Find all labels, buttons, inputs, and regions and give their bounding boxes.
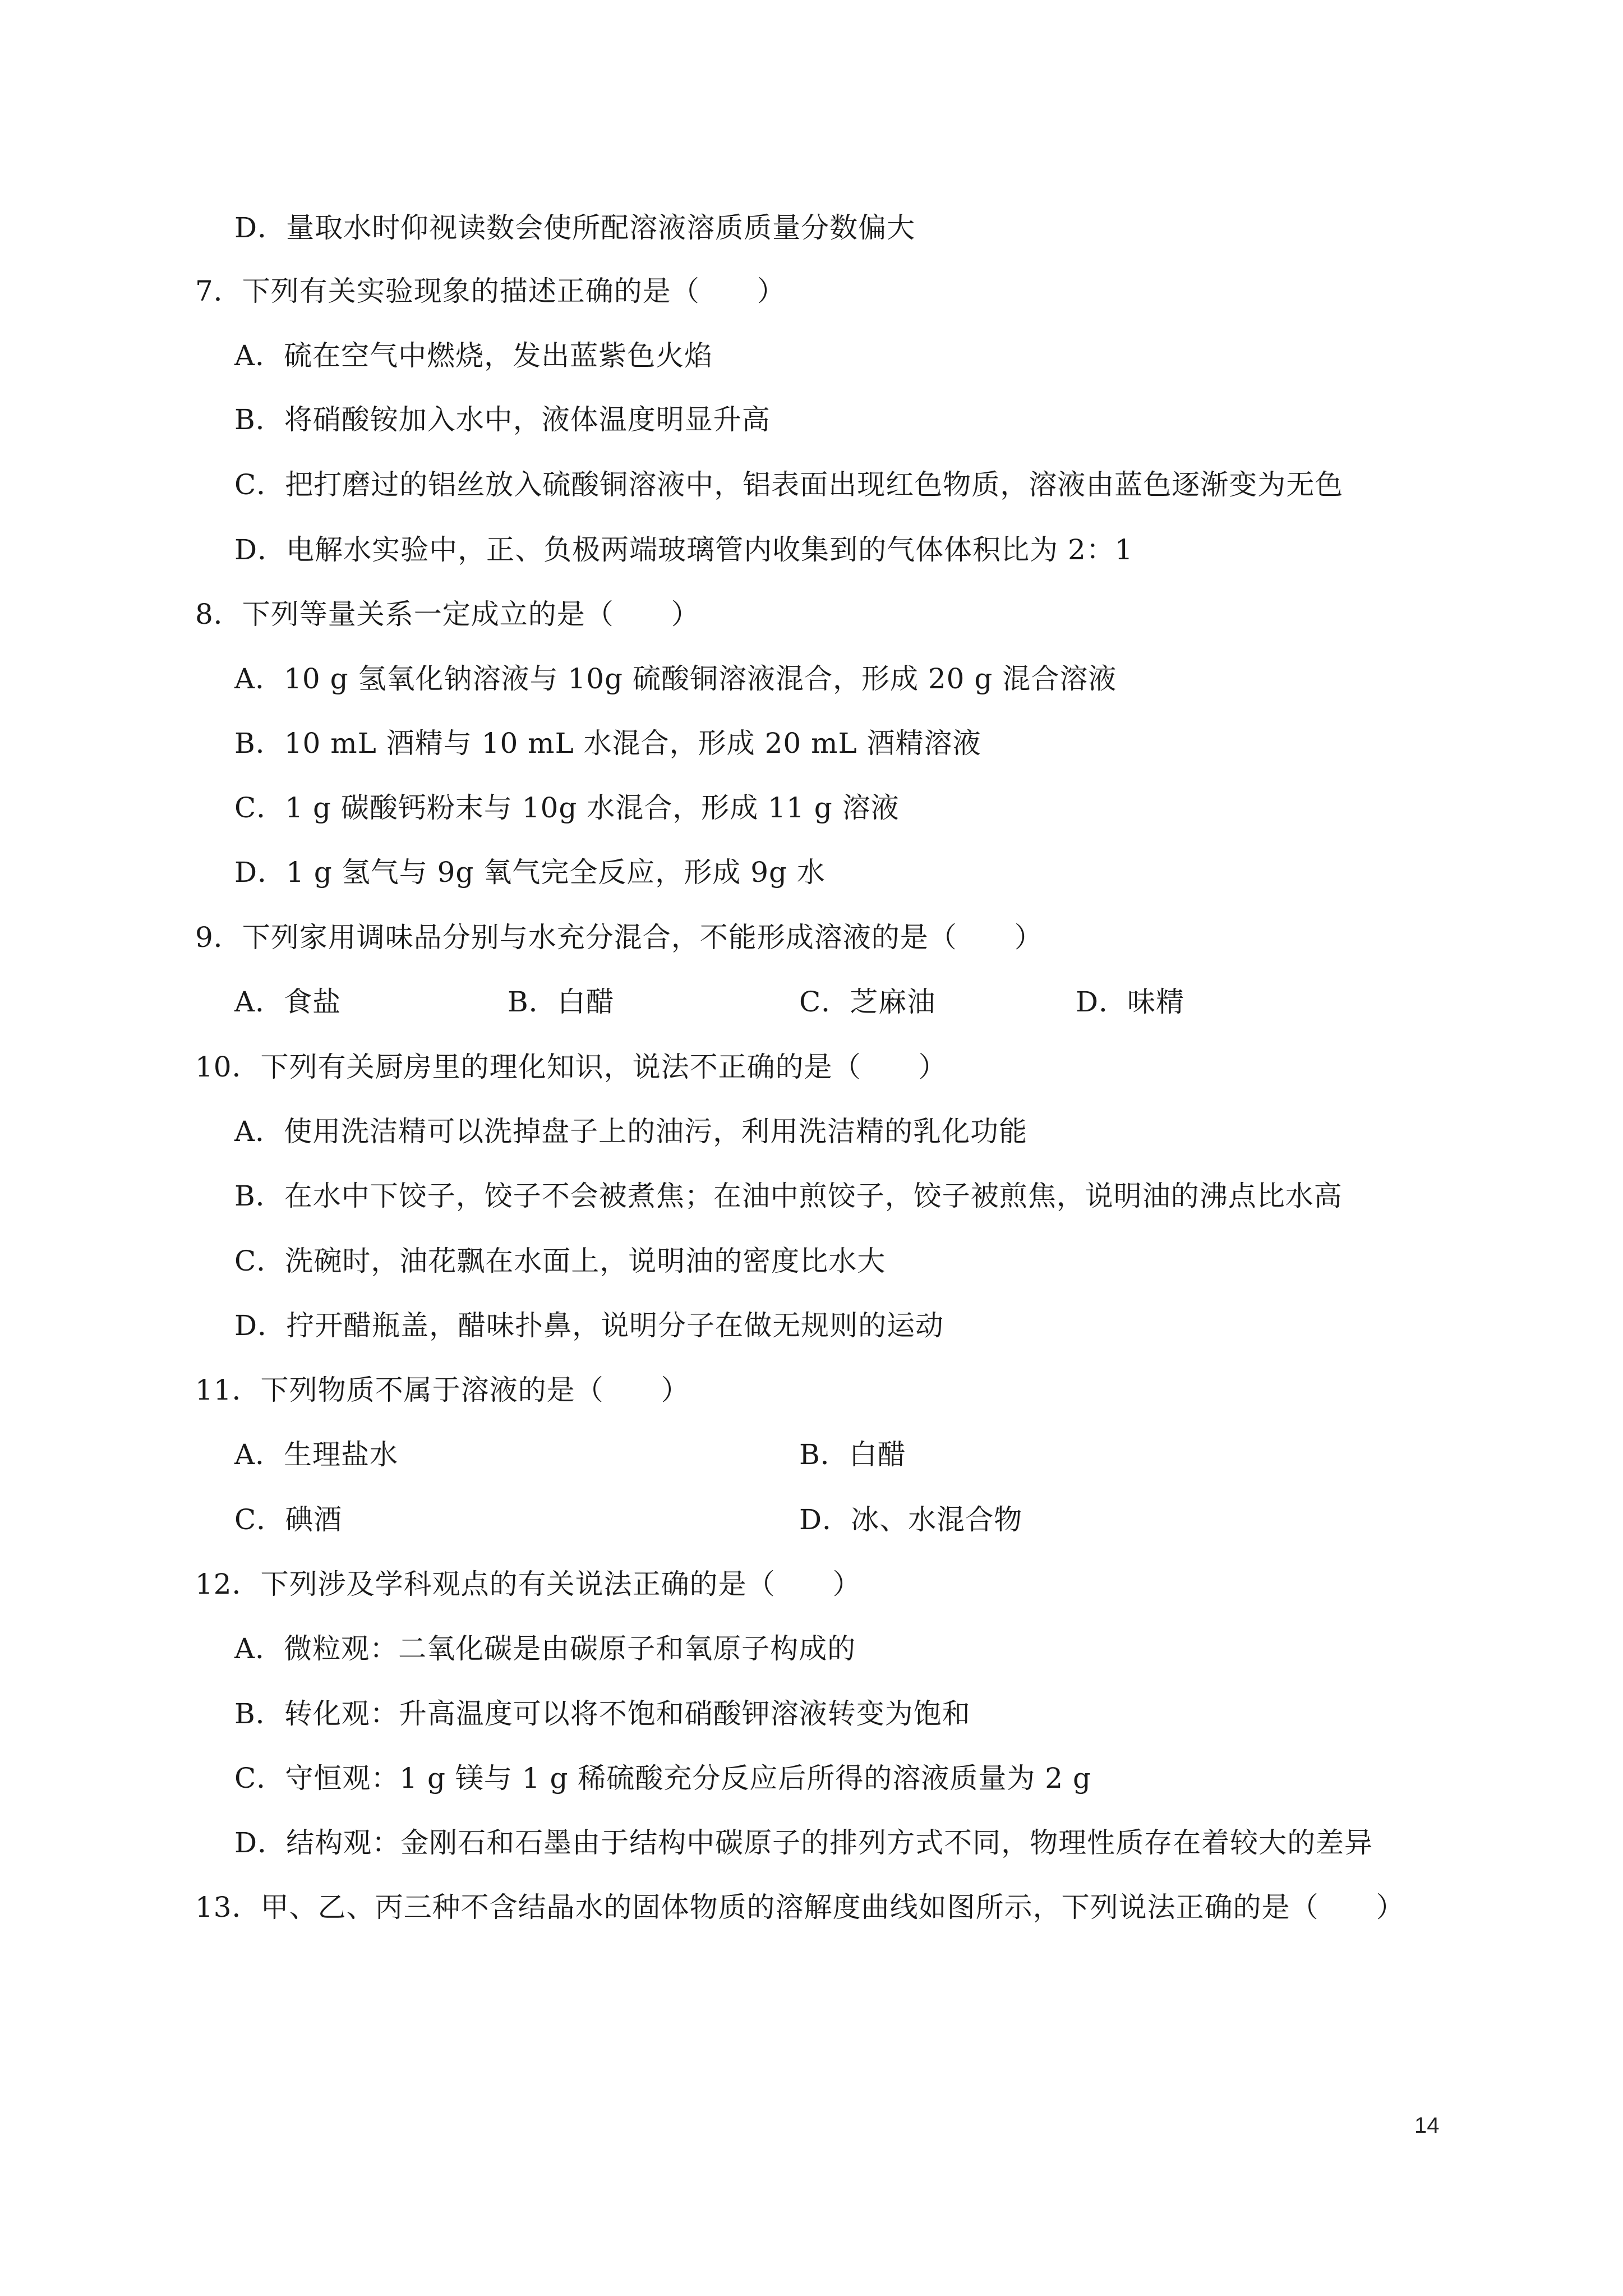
q9-option-b: B．白醋	[508, 986, 615, 1018]
q12-option-a: A．微粒观：二氧化碳是由碳原子和氧原子构成的	[234, 1632, 856, 1665]
q7-option-b: B．将硝酸铵加入水中，液体温度明显升高	[234, 403, 771, 436]
q7-option-d: D．电解水实验中，正、负极两端玻璃管内收集到的气体体积比为 2：1	[234, 533, 1133, 566]
q12-option-d: D．结构观：金刚石和石墨由于结构中碳原子的排列方式不同，物理性质存在着较大的差异	[234, 1826, 1373, 1859]
q9-option-d: D．味精	[1076, 986, 1185, 1018]
q11-option-d: D．冰、水混合物	[799, 1503, 1023, 1536]
q9-option-a: A．食盐	[234, 986, 342, 1018]
q10-option-b: B．在水中下饺子，饺子不会被煮焦；在油中煎饺子，饺子被煎焦，说明油的沸点比水高	[234, 1180, 1343, 1212]
q13-stem: 13．甲、乙、丙三种不含结晶水的固体物质的溶解度曲线如图所示，下列说法正确的是（ ）	[195, 1891, 1405, 1924]
q12-stem: 12．下列涉及学科观点的有关说法正确的是（ ）	[195, 1568, 861, 1600]
q7-stem: 7．下列有关实验现象的描述正确的是（ ）	[195, 275, 786, 307]
q10-option-c: C．洗碗时，油花飘在水面上，说明油的密度比水大	[234, 1245, 886, 1277]
q8-option-d: D．1 g 氢气与 9g 氧气完全反应，形成 9g 水	[234, 856, 826, 889]
q8-option-a: A．10 g 氢氧化钠溶液与 10g 硫酸铜溶液混合，形成 20 g 混合溶液	[234, 662, 1117, 695]
q7-option-c: C．把打磨过的铝丝放入硫酸铜溶液中，铝表面出现红色物质，溶液由蓝色逐渐变为无色	[234, 468, 1344, 501]
q9-option-c: C．芝麻油	[799, 986, 936, 1018]
q12-option-b: B．转化观：升高温度可以将不饱和硝酸钾溶液转变为饱和	[234, 1697, 971, 1730]
q8-option-c: C．1 g 碳酸钙粉末与 10g 水混合，形成 11 g 溶液	[234, 792, 900, 824]
q8-stem: 8．下列等量关系一定成立的是（ ）	[195, 598, 700, 631]
q11-stem: 11．下列物质不属于溶液的是（ ）	[195, 1374, 690, 1406]
q7-option-a: A．硫在空气中燃烧，发出蓝紫色火焰	[234, 339, 713, 372]
q11-option-a: A．生理盐水	[234, 1438, 399, 1471]
page-number: 14	[1414, 2113, 1440, 2138]
q10-option-d: D．拧开醋瓶盖，醋味扑鼻，说明分子在做无规则的运动	[234, 1309, 944, 1342]
q10-option-a: A．使用洗洁精可以洗掉盘子上的油污，利用洗洁精的乳化功能	[234, 1115, 1028, 1148]
q8-option-b: B．10 mL 酒精与 10 mL 水混合，形成 20 mL 酒精溶液	[234, 727, 981, 760]
q6-option-d: D．量取水时仰视读数会使所配溶液溶质质量分数偏大	[234, 211, 916, 244]
q12-option-c: C．守恒观：1 g 镁与 1 g 稀硫酸充分反应后所得的溶液质量为 2 g	[234, 1762, 1091, 1795]
q9-stem: 9．下列家用调味品分别与水充分混合，不能形成溶液的是（ ）	[195, 921, 1043, 954]
q11-option-c: C．碘酒	[234, 1503, 343, 1536]
q11-option-b: B．白醋	[799, 1438, 906, 1471]
q10-stem: 10．下列有关厨房里的理化知识，说法不正确的是（ ）	[195, 1051, 947, 1083]
